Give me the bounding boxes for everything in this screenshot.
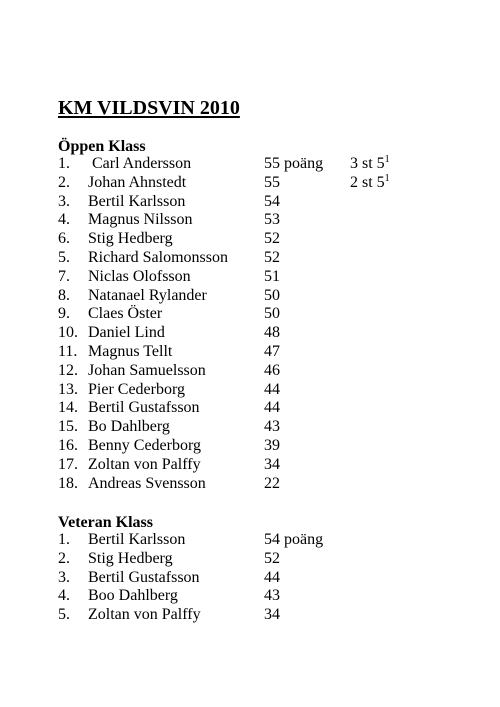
result-row — [58, 343, 418, 362]
score: 46 — [264, 361, 280, 379]
result-row — [58, 531, 418, 550]
rank: 2. — [58, 549, 70, 567]
shooter-name: Magnus Nilsson — [88, 211, 193, 229]
result-row — [58, 606, 418, 625]
shooter-name: Benny Cederborg — [88, 436, 202, 454]
rank: 6. — [58, 230, 70, 248]
result-row — [58, 381, 418, 400]
open-class-heading: Öppen Klass — [58, 138, 146, 155]
score: 44 — [264, 568, 280, 586]
rank: 10. — [58, 324, 78, 342]
result-row — [58, 550, 418, 569]
score: 43 — [264, 418, 280, 436]
rank: 17. — [58, 455, 78, 473]
score: 52 — [264, 549, 280, 567]
rank: 8. — [58, 286, 70, 304]
rank: 16. — [58, 436, 78, 454]
shooter-name: Bo Dahlberg — [88, 418, 170, 436]
tiebreak-note — [350, 174, 390, 193]
result-row — [58, 456, 418, 475]
score: 43 — [264, 587, 280, 605]
shooter-name: Niclas Olofsson — [88, 267, 191, 285]
score: 44 — [264, 399, 280, 417]
shooter-name: Magnus Tellt — [88, 342, 173, 360]
result-row — [58, 437, 418, 456]
score: 39 — [264, 436, 280, 454]
shooter-name: Stig Hedberg — [88, 230, 173, 248]
score: 34 — [264, 606, 280, 624]
rank: 4. — [58, 587, 70, 605]
score: 50 — [264, 286, 280, 304]
shooter-name: Pier Cederborg — [88, 380, 186, 398]
shooter-name: Bertil Gustafsson — [88, 568, 200, 586]
shooter-name: Johan Samuelsson — [88, 361, 206, 379]
shooter-name: Andreas Svensson — [88, 474, 206, 492]
score: 52 — [264, 248, 280, 266]
score: 44 — [264, 380, 280, 398]
result-row — [58, 475, 418, 494]
result-row — [58, 362, 418, 381]
tiebreak-note — [350, 155, 390, 174]
rank: 5. — [58, 248, 70, 266]
rank: 3. — [58, 192, 70, 210]
tiebreak-note-text: 2 st 5 — [350, 173, 385, 191]
result-row — [58, 155, 418, 174]
score: 47 — [264, 342, 280, 360]
result-row — [58, 249, 418, 268]
result-row — [58, 399, 418, 418]
score: 22 — [264, 474, 280, 492]
result-row — [58, 230, 418, 249]
score: 55 poäng — [264, 155, 324, 172]
rank: 12. — [58, 361, 78, 379]
shooter-name: Natanael Rylander — [88, 286, 207, 304]
rank: 1. — [58, 531, 70, 548]
score: 51 — [264, 267, 280, 285]
result-row — [58, 211, 418, 230]
rank: 9. — [58, 305, 70, 323]
rank: 4. — [58, 211, 70, 229]
score: 34 — [264, 455, 280, 473]
shooter-name: Carl Andersson — [92, 155, 192, 172]
veteran-class-heading: Veteran Klass — [58, 514, 153, 531]
tiebreak-note-superscript: 1 — [384, 154, 390, 165]
result-row — [58, 287, 418, 306]
rank: 2. — [58, 173, 70, 191]
result-row — [58, 569, 418, 588]
open-class-results-list — [58, 155, 418, 493]
veteran-class-results-list — [58, 531, 418, 625]
shooter-name: Daniel Lind — [88, 324, 165, 342]
shooter-name: Zoltan von Palffy — [88, 455, 201, 473]
rank: 15. — [58, 418, 78, 436]
shooter-name: Bertil Gustafsson — [88, 399, 200, 417]
score: 55 — [264, 173, 280, 191]
rank: 13. — [58, 380, 78, 398]
shooter-name: Zoltan von Palffy — [88, 606, 201, 624]
rank: 3. — [58, 568, 70, 586]
rank: 18. — [58, 474, 78, 492]
rank: 5. — [58, 606, 70, 624]
shooter-name: Bertil Karlsson — [88, 531, 186, 548]
score: 54 — [264, 192, 280, 210]
rank: 14. — [58, 399, 78, 417]
score: 50 — [264, 305, 280, 323]
score: 53 — [264, 211, 280, 229]
score: 52 — [264, 230, 280, 248]
result-row — [58, 174, 418, 193]
rank: 1. — [58, 155, 70, 172]
shooter-name: Boo Dahlberg — [88, 587, 178, 605]
shooter-name: Richard Salomonsson — [88, 248, 228, 266]
score: 54 poäng — [264, 531, 324, 548]
result-row — [58, 324, 418, 343]
shooter-name: Stig Hedberg — [88, 549, 173, 567]
rank: 7. — [58, 267, 70, 285]
shooter-name: Bertil Karlsson — [88, 192, 186, 210]
tiebreak-note-text: 3 st 5 — [350, 155, 385, 172]
shooter-name: Claes Öster — [88, 305, 163, 323]
result-row — [58, 305, 418, 324]
result-row — [58, 418, 418, 437]
result-row — [58, 268, 418, 287]
score: 48 — [264, 324, 280, 342]
tiebreak-note-superscript: 1 — [384, 172, 390, 184]
result-row — [58, 587, 418, 606]
shooter-name: Johan Ahnstedt — [88, 173, 187, 191]
page-title: KM VILDSVIN 2010 — [58, 97, 240, 119]
rank: 11. — [58, 342, 78, 360]
result-row — [58, 193, 418, 212]
